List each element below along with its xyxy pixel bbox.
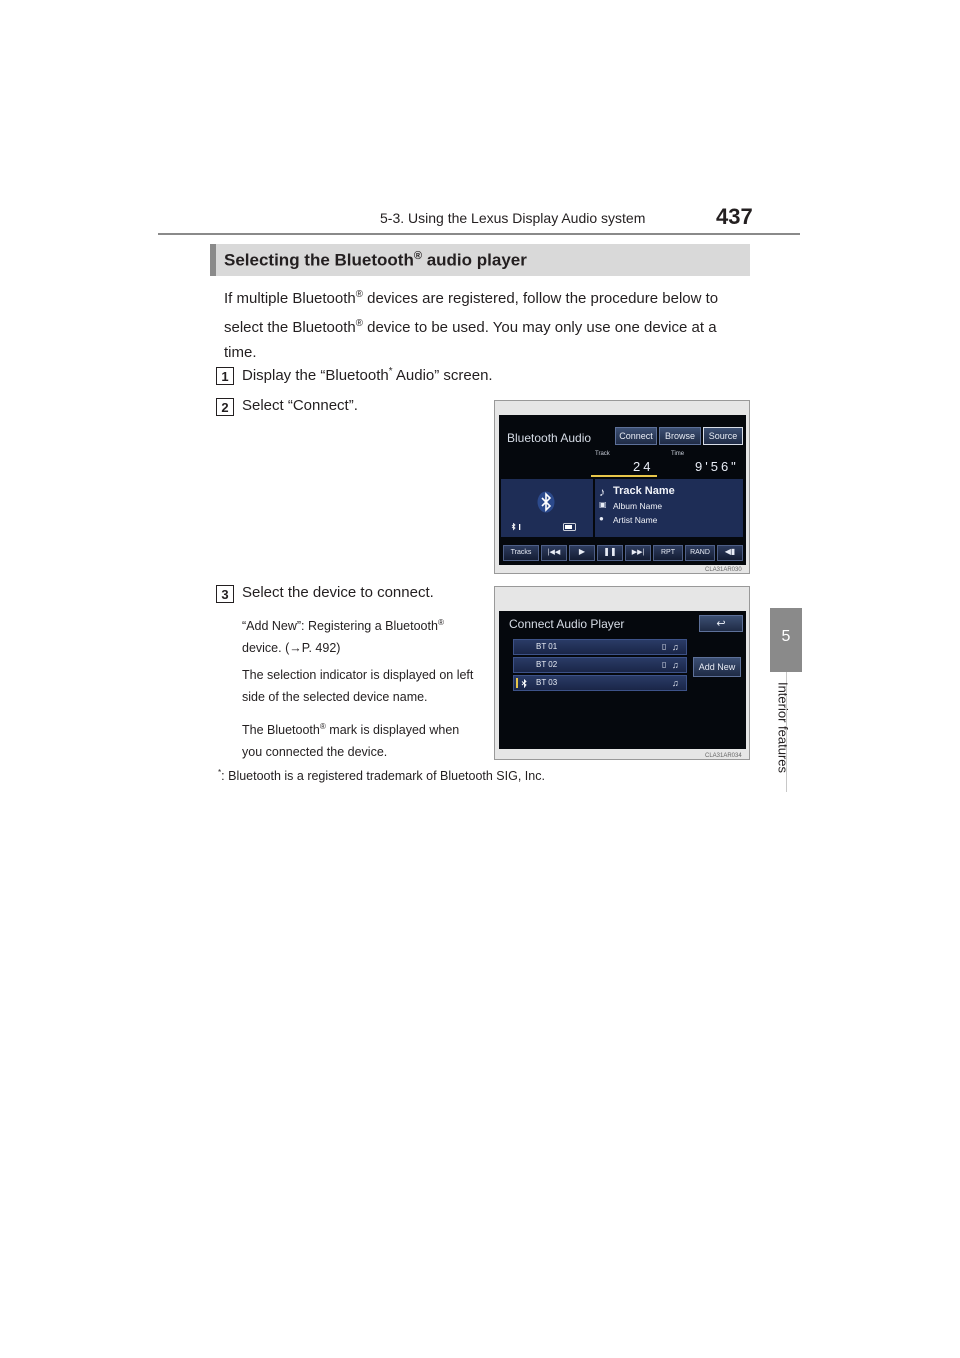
note-selection-indicator: The selection indicator is displayed on left side of the selected device name. [242,668,474,704]
tracks-button[interactable]: Tracks [503,545,539,561]
pause-icon: ❚❚ [603,547,617,556]
step-text-3: Select the device to connect. [242,584,434,601]
device-name: BT 02 [536,660,558,669]
header-rule [158,233,800,235]
connect-audio-player-screen [499,611,746,749]
screen-title: Bluetooth Audio [507,431,592,445]
track-name: Track Name [613,485,675,497]
browse-button[interactable]: Browse [659,427,701,445]
music-note-icon: ♫ [672,660,679,670]
phone-icon: ▯ [662,642,667,651]
page-number: 437 [716,204,753,229]
artist-icon: ● [599,514,604,523]
previous-track-button[interactable] [541,545,567,561]
artist-name: Artist Name [613,515,658,525]
bluetooth-audio-screen [499,415,746,565]
next-icon: ▶▶| [631,549,645,556]
device-row-bt02[interactable] [513,657,687,673]
device-row-bt01[interactable] [513,639,687,655]
screen-title: Connect Audio Player [509,617,625,631]
album-icon: ▣ [599,500,607,509]
chapter-label: Interior features [775,681,791,774]
bluetooth-icon [521,679,528,688]
random-button[interactable]: RAND [685,545,715,561]
step-number-3: 3 [216,585,234,603]
time-label: Time [671,451,685,457]
back-button[interactable] [699,615,743,632]
progress-bar [591,475,657,477]
step-number-1: 1 [216,367,234,385]
image-code: CLA31AR030 [705,567,742,573]
image-code: CLA31AR034 [705,753,742,759]
track-number: 24 [633,459,654,474]
phone-icon: ▯ [662,660,667,669]
back-arrow-icon: ↩ [716,618,726,630]
section-heading-bar [210,244,750,276]
device-name: BT 01 [536,642,558,651]
music-note-icon: ♫ [672,642,679,652]
bluetooth-icon [537,491,555,513]
step-text-1: Display the “Bluetooth* Audio” screen. [242,366,493,384]
note-bluetooth-mark: The Bluetooth® mark is displayed when you connected the device. [242,722,460,760]
music-note-icon: ♫ [672,678,679,688]
source-button[interactable]: Source [703,427,743,445]
add-new-button[interactable]: Add New [693,657,741,677]
intro-paragraph: If multiple Bluetooth® devices are registered, follow the procedure below to select the Bluetooth® device to be used. You may only use one device at a time. [224,289,719,361]
next-track-button[interactable] [625,545,651,561]
screenshot-connect-audio-player [494,586,750,760]
time-value: 9'56" [695,459,739,474]
battery-icon [563,523,577,531]
connect-button[interactable]: Connect [615,427,657,445]
bluetooth-signal-icon [511,523,525,531]
pause-button[interactable] [597,545,623,561]
note-add-new: “Add New”: Registering a Bluetooth® device. (→P. 492) [242,618,444,656]
step-number-2: 2 [216,398,234,416]
selection-indicator [516,678,518,688]
screenshot-bluetooth-audio [494,400,750,574]
chapter-number: 5 [781,628,791,645]
track-label: Track [595,451,610,457]
album-name: Album Name [613,501,663,511]
device-row-bt03[interactable] [513,675,687,691]
speaker-icon: ◀▮ [724,547,736,556]
play-icon: ▶ [578,547,586,556]
step-text-2: Select “Connect”. [242,397,358,414]
play-button[interactable] [569,545,595,561]
repeat-button[interactable]: RPT [653,545,683,561]
device-name: BT 03 [536,678,558,687]
music-note-icon: ♪ [599,485,605,499]
section-title: Selecting the Bluetooth® audio player [224,250,527,270]
running-header: 5-3. Using the Lexus Display Audio system [380,210,646,226]
footnote: *: Bluetooth is a registered trademark of Bluetooth SIG, Inc. [218,768,545,784]
volume-button[interactable] [717,545,743,561]
previous-icon: |◀◀ [547,549,561,556]
